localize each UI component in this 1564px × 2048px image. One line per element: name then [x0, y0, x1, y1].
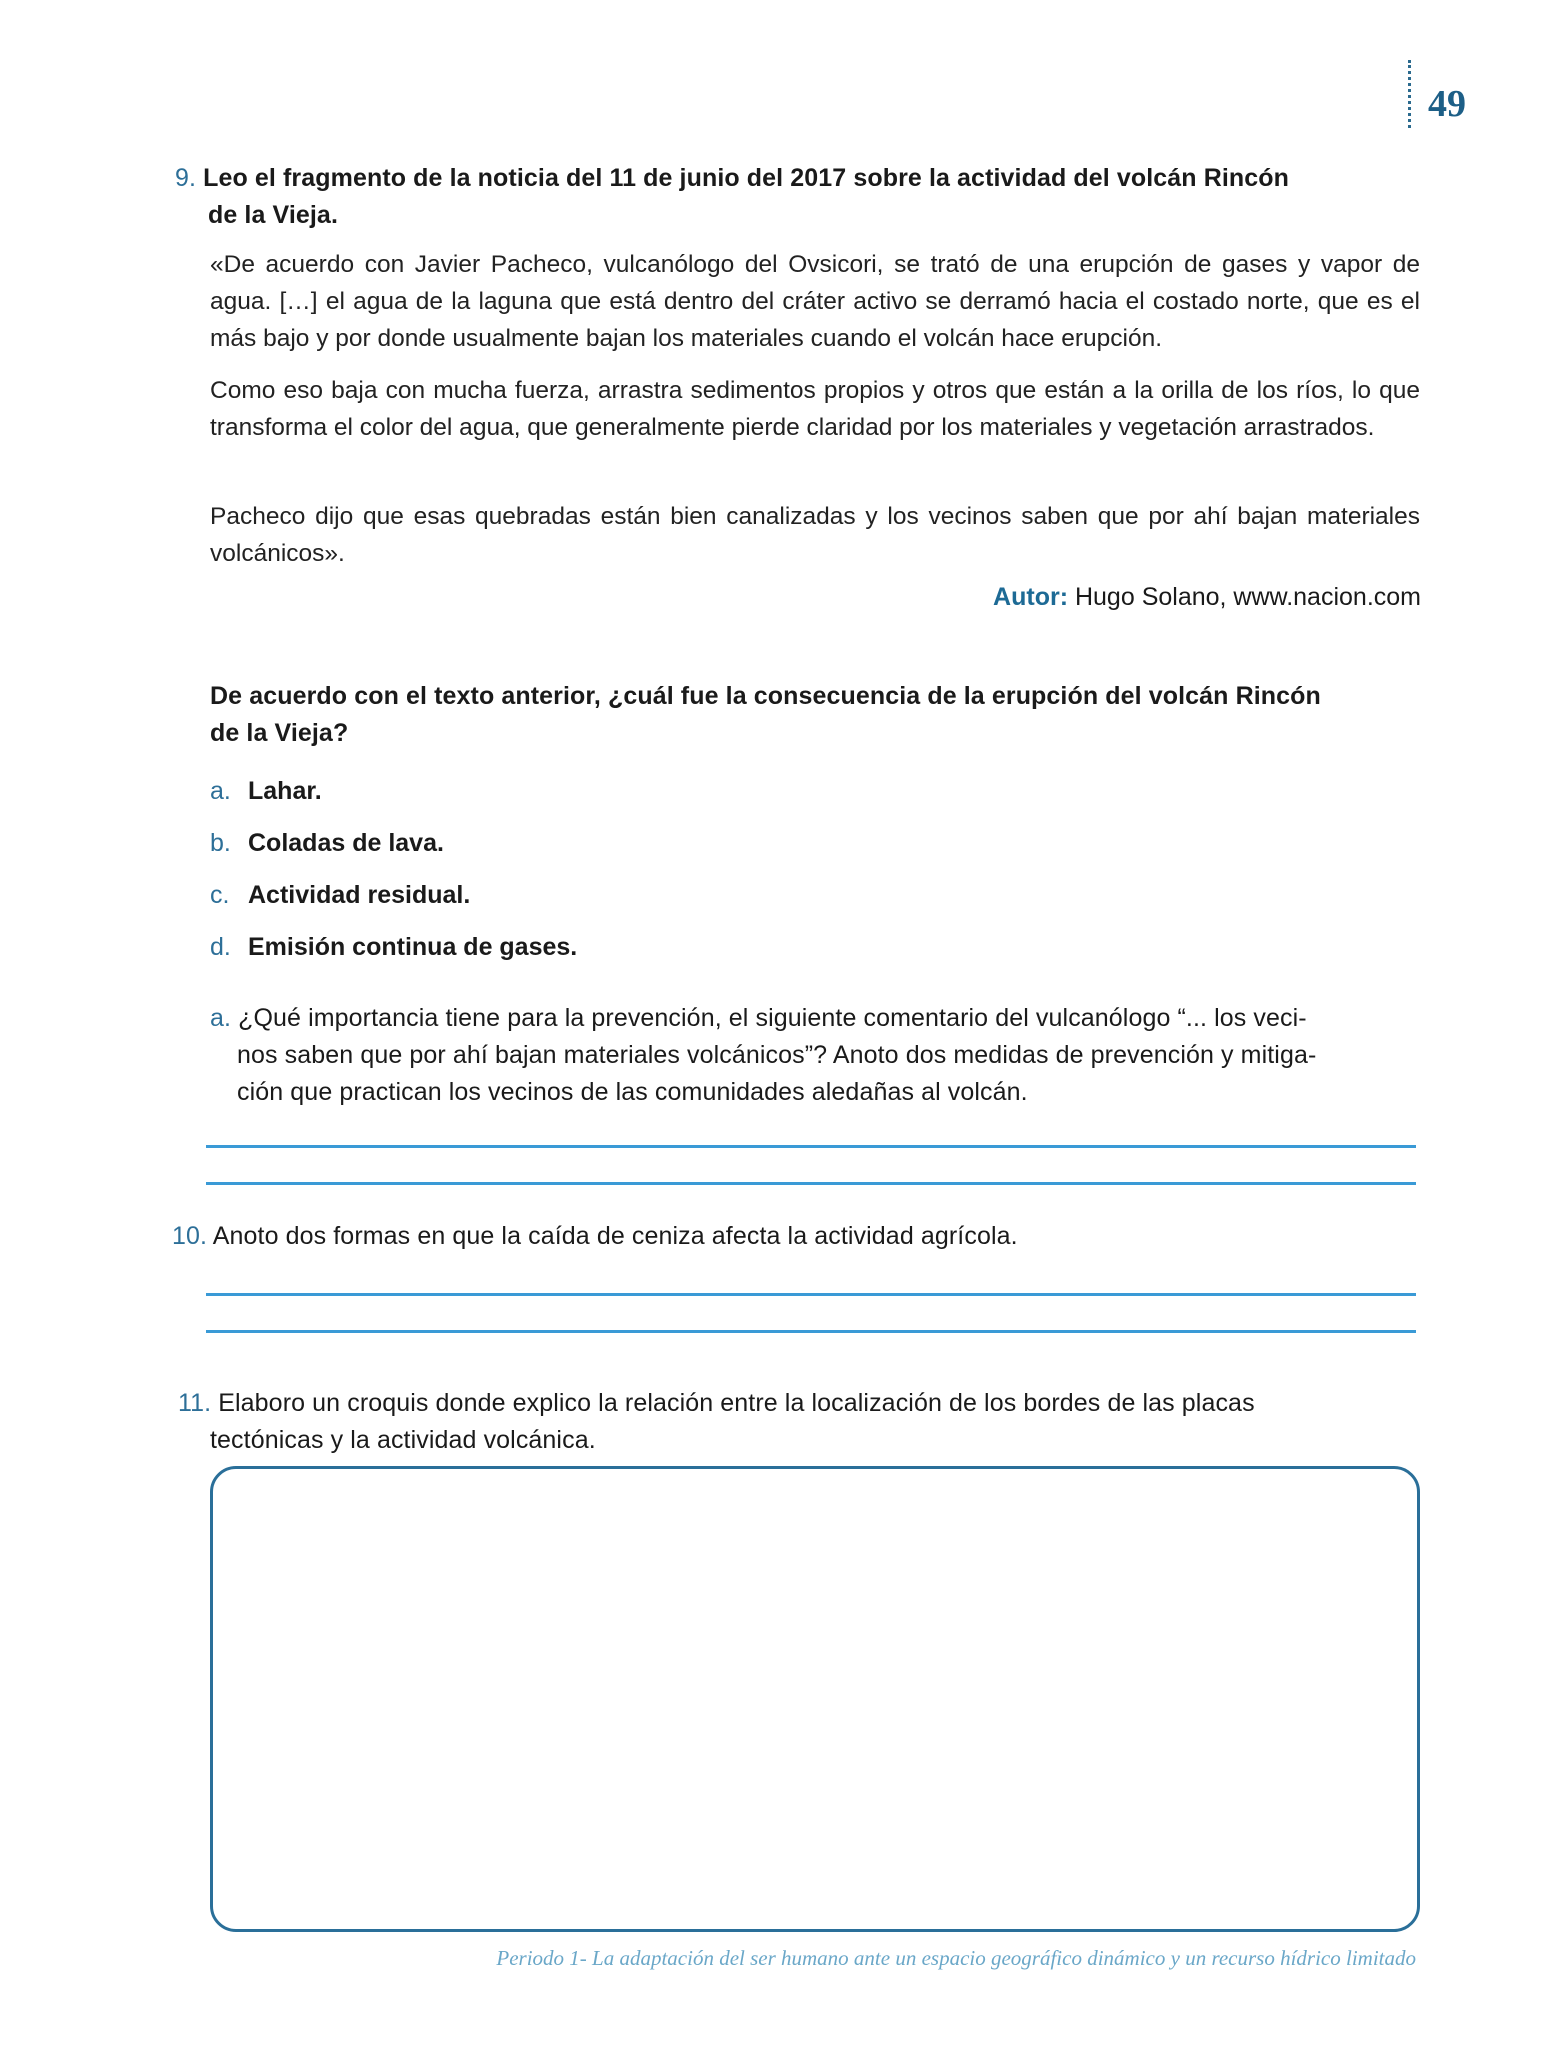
option-b[interactable] [210, 829, 444, 858]
sub-a-line-2: nos saben que por ahí bajan materiales volcánicos”? Anoto dos medidas de prevención y mitiga- [237, 1041, 1317, 1069]
author-value: Hugo Solano, www.nacion.com [1068, 583, 1421, 611]
option-d[interactable] [210, 933, 577, 962]
option-text: Lahar. [248, 777, 322, 805]
question-number: 10. [172, 1222, 208, 1250]
prompt-line-1: De acuerdo con el texto anterior, ¿cuál fue la consecuencia de la erupción del volcán Rincón [210, 682, 1321, 710]
option-letter: d. [210, 933, 231, 961]
option-a[interactable] [210, 777, 322, 806]
option-text: Actividad residual. [248, 881, 471, 909]
question-9-sub-a [210, 1000, 1420, 1111]
option-c[interactable] [210, 881, 470, 910]
quote-paragraph-1: «De acuerdo con Javier Pacheco, vulcanólogo del Ovsicori, se trató de una erupción de gases y vapor de agua. […] el agua de la laguna que está dentro del cráter activo se derramó hacia el costado norte, que es el más bajo y por donde usualmente bajan los materiales cuando el volcán hace erupción. [210, 251, 1420, 352]
question-number: 11. [178, 1389, 212, 1417]
answer-line[interactable] [206, 1145, 1416, 1148]
answer-line[interactable] [206, 1330, 1416, 1333]
question-10-text: Anoto dos formas en que la caída de ceniza afecta la actividad agrícola. [212, 1222, 1018, 1250]
answer-line[interactable] [206, 1182, 1416, 1185]
prompt-line-2: de la Vieja? [210, 719, 349, 747]
question-9-prompt [210, 678, 1420, 752]
sub-a-line-3: ción que practican los vecinos de las comunidades aledañas al volcán. [237, 1078, 1028, 1106]
option-text: Emisión continua de gases. [248, 933, 578, 961]
sketch-answer-box[interactable] [210, 1466, 1420, 1932]
question-11-line-1: Elaboro un croquis donde explico la relación entre la localización de los bordes de las placas [218, 1389, 1255, 1417]
quote-paragraph-3: Pacheco dijo que esas quebradas están bien canalizadas y los vecinos saben que por ahí bajan materiales volcánicos». [210, 503, 1420, 567]
quote-author [993, 583, 1421, 612]
question-10 [172, 1218, 1422, 1255]
answer-line[interactable] [206, 1293, 1416, 1296]
option-letter: c. [210, 881, 230, 909]
question-11 [178, 1385, 1423, 1459]
question-9-title-line-2: de la Vieja. [208, 201, 338, 229]
question-9-title-line-1: Leo el fragmento de la noticia del 11 de junio del 2017 sobre la actividad del volcán Rincón [203, 164, 1290, 192]
sub-a-line-1: ¿Qué importancia tiene para la prevención, el siguiente comentario del vulcanólogo “... los veci- [238, 1004, 1307, 1032]
author-label: Autor: [993, 583, 1069, 611]
dotted-divider [1408, 60, 1411, 128]
option-letter: a. [210, 777, 231, 805]
page-number: 49 [1428, 83, 1466, 125]
option-text: Coladas de lava. [248, 829, 444, 857]
sub-letter: a. [210, 1004, 232, 1032]
footer-text: Periodo 1- La adaptación del ser humano ante un espacio geográfico dinámico y un recurso hídrico limitado [496, 1946, 1416, 1970]
question-number: 9. [175, 164, 197, 192]
quote-paragraph-2: Como eso baja con mucha fuerza, arrastra sedimentos propios y otros que están a la orilla de los ríos, lo que transforma el color del agua, que generalmente pierde claridad por los materiales y vegetación arrastrados. [210, 377, 1420, 441]
question-9-title [175, 160, 1420, 234]
question-11-line-2: tectónicas y la actividad volcánica. [210, 1426, 596, 1454]
option-letter: b. [210, 829, 231, 857]
